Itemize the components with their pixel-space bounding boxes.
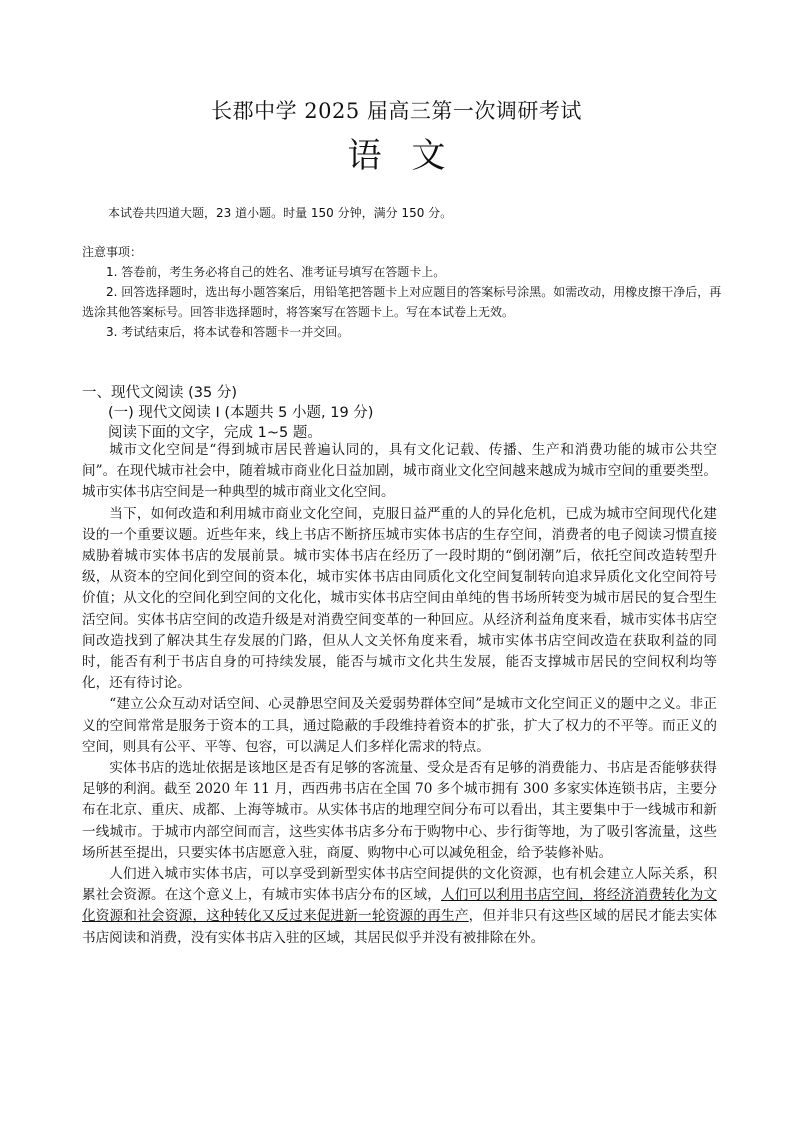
passage-paragraph — [82, 864, 717, 949]
exam-title: 长郡中学 2025 届高三第一次调研考试 — [211, 99, 582, 123]
passage-paragraph: 实体书店的选址依据是该地区是否有足够的客流量、受众是否有足够的消费能力、书店是否能够获得足够的利润。截至 2020 年 11 月，西西弗书店在全国 70 多个城市拥有 300 多家实体连锁书店，主要分布在北京、重庆、成都、上海等城市。从实体书店的地理空间分布可以看出，其主要集中于一线城市和新一线城市。于城市内部空间而言，这些实体书店多分布于购物中心、步行街等地，为了吸引客流量，这些场所甚至提出，只要实体书店愿意入驻，商厦、购物中心可以减免租金，给予装修补贴。 — [82, 760, 717, 861]
exam-intro: 本试卷共四道大题，23 道小题。时量 150 分钟，满分 150 分。 — [108, 206, 453, 220]
notice-heading: 注意事项： — [82, 245, 143, 259]
subject-title: 语文 — [347, 136, 476, 176]
passage-paragraph: 城市文化空间是“得到城市居民普遍认同的，具有文化记载、传播、生产和消费功能的城市公共空间”。在现代城市社会中，随着城市商业化日益加剧，城市商业文化空间越来越成为城市空间的重要类型。城市实体书店空间是一种典型的城市商业文化空间。 — [82, 442, 717, 501]
section-heading: 一、现代文阅读 (35 分) — [82, 385, 237, 401]
notice-item: 1. 答卷前，考生务必将自己的姓名、准考证号填写在答题卡上。 — [106, 265, 446, 279]
notice-block — [82, 242, 722, 342]
section-subheading: (一) 现代文阅读 I (本题共 5 小题, 19 分) — [108, 405, 374, 421]
notice-item: 3. 考试结束后，将本试卷和答题卡一并交回。 — [106, 325, 350, 339]
passage-text: 人们进入城市实体书店，可以享受到新型实体书店空间提供的文化资源，也有机会建立人际关系，积累社会资源。在这个意义上，有城市实体书店分布的区域， — [82, 866, 717, 904]
reading-passage — [82, 440, 717, 949]
reading-instruction: 阅读下面的文字，完成 1~5 题。 — [108, 425, 322, 441]
notice-item: 2. 回答选择题时，选出每小题答案后，用铅笔把答题卡上对应题目的答案标号涂黑。如需改动，用橡皮擦干净后，再选涂其他答案标号。回答非选择题时，将答案写在答题卡上。写在本试卷上无效。 — [82, 285, 722, 319]
passage-text: ，但并非只有这些区域的居民才能去实体书店阅读和消费，没有实体书店入驻的区域，其居民似乎并没有被排除在外。 — [82, 908, 718, 946]
passage-paragraph: 当下，如何改造和利用城市商业文化空间，克服日益严重的人的异化危机，已成为城市空间现代化建设的一个重要议题。近些年来，线上书店不断挤压城市实体书店的生存空间，消费者的电子阅读习惯直接威胁着城市实体书店的发展前景。城市实体书店在经历了一段时期的“倒闭潮”后，依托空间改造转型升级，从资本的空间化到空间的资本化，城市实体书店由同质化文化空间复制转向追求异质化文化空间符号价值；从文化的空间化到空间的文化化，城市实体书店空间由单纯的售书场所转变为城市居民的复合型生活空间。实体书店空间的改造升级是对消费空间变革的一种回应。从经济利益角度来看，城市实体书店空间改造找到了解决其生存发展的门路，但从人文关怀角度来看，城市实体书店空间改造在获取利益的同时，能否有利于书店自身的可持续发展，能否与城市文化共生发展，能否支撑城市居民的空间权利均等化，还有待讨论。 — [82, 505, 717, 692]
underlined-sentence: 人们可以利用书店空间，将经济消费转化为文化资源和社会资源，这种转化又反过来促进新一轮资源的再生产 — [82, 887, 718, 925]
passage-paragraph: “建立公众互动对话空间、心灵静思空间及关爱弱势群体空间”是城市文化空间正义的题中之义。非正义的空间常常是服务于资本的工具，通过隐蔽的手段维持着资本的扩张，扩大了权力的不平等。而正义的空间，则具有公平、平等、包容，可以满足人们多样化需求的特点。 — [82, 696, 717, 755]
